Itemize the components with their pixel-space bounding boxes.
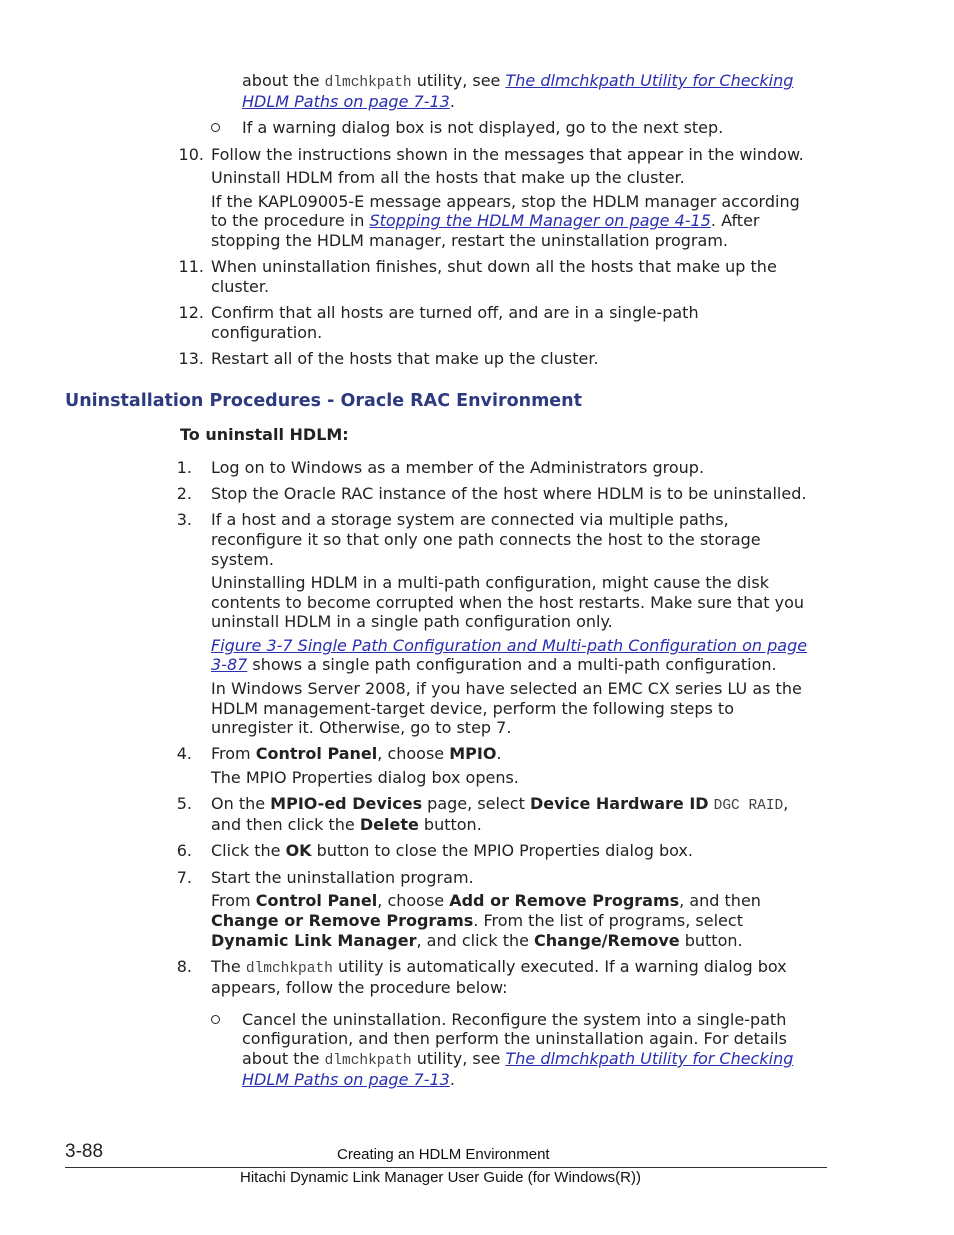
link-stopping-hdlm-manager[interactable]: Stopping the HDLM Manager on page 4-15 — [369, 211, 711, 230]
step-number: 10. — [178, 145, 204, 164]
step-paragraph — [211, 911, 743, 931]
step-text — [211, 957, 787, 979]
step-text: When uninstallation finishes, shut down all the hosts that make up the — [211, 257, 777, 276]
step-paragraph: stopping the HDLM manager, restart the uninstallation program. — [211, 231, 728, 250]
code-dlmchkpath: dlmchkpath — [324, 1053, 412, 1069]
step-number: 7. — [176, 868, 192, 887]
step-paragraph — [211, 655, 777, 675]
step-text: cluster. — [211, 277, 270, 296]
text: . From the list of programs, select — [473, 911, 743, 930]
text: shows a single path configuration and a multi-path configuration. — [247, 655, 777, 674]
step-number: 6. — [176, 841, 192, 860]
step-text: Follow the instructions shown in the messages that appear in the window. — [211, 145, 804, 164]
code-dlmchkpath: dlmchkpath — [245, 961, 333, 977]
step-paragraph: The MPIO Properties dialog box opens. — [211, 768, 519, 787]
step-text: If a host and a storage system are connected via multiple paths, — [211, 510, 729, 529]
page-number: 3-88 — [65, 1141, 104, 1162]
bullet-text: Cancel the uninstallation. Reconfigure the system into a single-path — [242, 1010, 787, 1029]
link-dlmchkpath-utility[interactable]: The dlmchkpath Utility for Checking — [505, 1049, 794, 1068]
step-paragraph: If the KAPL09005-E message appears, stop the HDLM manager according — [211, 192, 800, 211]
continued-bullet-line1 — [242, 71, 793, 93]
step-number: 13. — [178, 349, 204, 368]
step-text — [211, 794, 788, 816]
ui-term: Change/Remove — [534, 931, 680, 950]
link-dlmchkpath-utility[interactable]: The dlmchkpath Utility for Checking — [505, 71, 794, 90]
continued-bullet-line2 — [242, 92, 455, 112]
text: , and then — [679, 891, 761, 910]
text: utility is automatically executed. If a warning dialog box — [332, 957, 787, 976]
text: . After — [710, 211, 760, 230]
text: , choose — [377, 891, 450, 910]
ui-term: OK — [285, 841, 312, 860]
text: utility, see — [411, 1049, 506, 1068]
step-text — [211, 815, 482, 835]
step-text: Confirm that all hosts are turned off, and are in a single-path — [211, 303, 699, 322]
step-paragraph — [211, 891, 761, 911]
text: The — [211, 957, 246, 976]
step-text: Restart all of the hosts that make up the cluster. — [211, 349, 599, 368]
step-text — [211, 841, 693, 861]
link-figure-3-7-page[interactable]: 3-87 — [211, 655, 248, 674]
step-text: configuration. — [211, 323, 323, 342]
step-paragraph: Uninstall HDLM from all the hosts that make up the cluster. — [211, 168, 685, 187]
text: . — [449, 1070, 455, 1089]
link-dlmchkpath-utility-page[interactable]: HDLM Paths on page 7-13 — [242, 1070, 450, 1089]
ui-term: MPIO — [449, 744, 497, 763]
step-paragraph: In Windows Server 2008, if you have selected an EMC CX series LU as the — [211, 679, 802, 698]
step-paragraph: HDLM management-target device, perform the following steps to — [211, 699, 734, 718]
ui-term: Delete — [359, 815, 419, 834]
text: about the — [242, 1049, 325, 1068]
code-dgc-raid: DGC RAID — [713, 798, 784, 814]
step-paragraph: contents to become corrupted when the host restarts. Make sure that you — [211, 593, 804, 612]
text: button. — [418, 815, 482, 834]
step-text — [211, 744, 502, 764]
text: , and click the — [416, 931, 535, 950]
step-text: Stop the Oracle RAC instance of the host where HDLM is to be uninstalled. — [211, 484, 807, 503]
footer-book-title: Hitachi Dynamic Link Manager User Guide (for Windows(R)) — [240, 1169, 641, 1186]
step-text: Start the uninstallation program. — [211, 868, 474, 887]
text: . — [449, 92, 455, 111]
step-paragraph — [211, 636, 807, 656]
section-heading: Uninstallation Procedures - Oracle RAC Environment — [65, 391, 582, 411]
step-paragraph: unregister it. Otherwise, go to step 7. — [211, 718, 512, 737]
text: utility, see — [411, 71, 506, 90]
text: to the procedure in — [211, 211, 370, 230]
step-number: 1. — [176, 458, 192, 477]
step-text: Log on to Windows as a member of the Administrators group. — [211, 458, 705, 477]
step-number: 2. — [176, 484, 192, 503]
footer-divider — [65, 1167, 827, 1168]
text: and then click the — [211, 815, 360, 834]
step-number: 8. — [176, 957, 192, 976]
step-paragraph: uninstall HDLM in a single path configuration only. — [211, 612, 613, 631]
ui-term: Change or Remove Programs — [211, 911, 474, 930]
text: Click the — [211, 841, 286, 860]
bullet-text — [242, 1049, 793, 1071]
step-number: 12. — [178, 303, 204, 322]
step-paragraph: Uninstalling HDLM in a multi-path configuration, might cause the disk — [211, 573, 769, 592]
step-number: 3. — [176, 510, 192, 529]
bullet-text: If a warning dialog box is not displayed, go to the next step. — [242, 118, 724, 137]
text: about the — [242, 71, 325, 90]
step-number: 11. — [178, 257, 204, 276]
link-dlmchkpath-utility-page[interactable]: HDLM Paths on page 7-13 — [242, 92, 450, 111]
procedure-subheading: To uninstall HDLM: — [180, 425, 349, 444]
text: , choose — [377, 744, 450, 763]
text: button. — [679, 931, 743, 950]
code-dlmchkpath: dlmchkpath — [324, 75, 412, 91]
text: . — [496, 744, 502, 763]
bullet-text — [242, 1070, 455, 1090]
footer-chapter: Creating an HDLM Environment — [337, 1146, 550, 1163]
step-number: 4. — [176, 744, 192, 763]
ui-term: Dynamic Link Manager — [211, 931, 417, 950]
ui-term: Device Hardware ID — [529, 794, 709, 813]
step-text: reconfigure it so that only one path connects the host to the storage — [211, 530, 761, 549]
text: page, select — [422, 794, 530, 813]
step-text: system. — [211, 550, 274, 569]
text: From — [211, 744, 256, 763]
bullet-circle-icon — [211, 123, 220, 132]
bullet-circle-icon — [211, 1015, 220, 1024]
step-paragraph — [211, 211, 759, 231]
text: On the — [211, 794, 271, 813]
step-number: 5. — [176, 794, 192, 813]
ui-term: MPIO-ed Devices — [270, 794, 423, 813]
link-figure-3-7[interactable]: Figure 3-7 Single Path Configuration and Multi-path Configuration on page — [211, 636, 808, 655]
ui-term: Control Panel — [255, 744, 378, 763]
text: From — [211, 891, 256, 910]
step-text: appears, follow the procedure below: — [211, 978, 508, 997]
step-paragraph — [211, 931, 743, 951]
text: button to close the MPIO Properties dialog box. — [311, 841, 693, 860]
text: , — [783, 794, 789, 813]
bullet-text: configuration, and then perform the uninstallation again. For details — [242, 1029, 787, 1048]
ui-term: Add or Remove Programs — [449, 891, 680, 910]
ui-term: Control Panel — [255, 891, 378, 910]
